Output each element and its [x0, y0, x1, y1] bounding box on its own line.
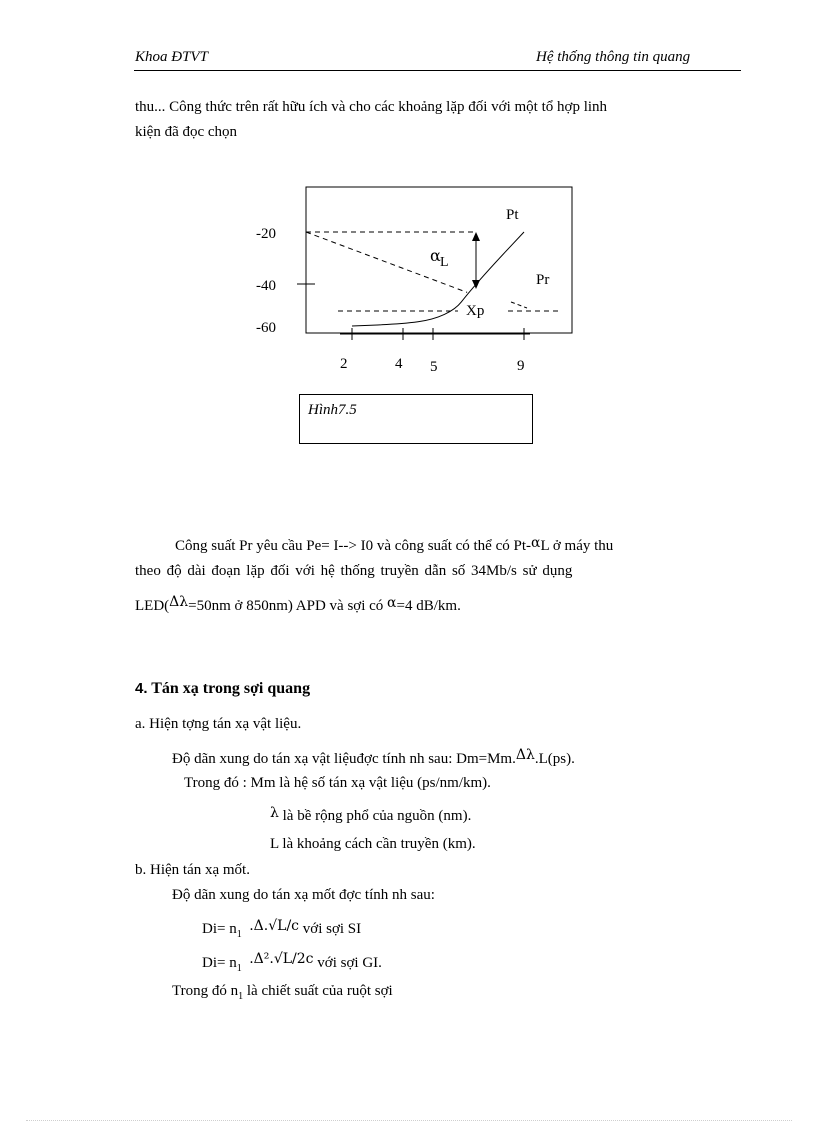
lambda-symbol: λ [270, 805, 279, 821]
item-a-l-def: L là khoảng cách cần truyền (km). [270, 836, 476, 852]
para1-line-1: Công suất Pr yêu cầu Pe= I--> I0 và công suất có thể có Pt-αL ở máy thu [175, 535, 614, 554]
figure-caption: Hình7.5 [308, 402, 357, 418]
item-b-gi-formula: $Di= n_1$ .Δ².√L/2c với sợi GI. [202, 951, 382, 974]
alpha-sub-label: L [440, 255, 449, 270]
item-b-si-formula: $Di= n_1$ .Δ.√L/c với sợi SI [202, 918, 362, 940]
alpha-label: α [430, 246, 441, 265]
alpha-symbol-2: α [387, 595, 397, 611]
pr-floor-dash-diag [511, 302, 527, 308]
item-a-where-mm: Trong đó : Mm là hệ số tán xạ vật liệu (ps/nm/km). [184, 775, 491, 791]
delta-lambda-symbol-2: Δλ [515, 747, 535, 763]
figure-chart [0, 0, 816, 400]
header-left: Khoa ĐTVT [135, 49, 208, 65]
si-expression: .Δ.√L/c [249, 918, 300, 934]
figure-caption-box [299, 394, 533, 444]
item-a-heading: a. Hiện tợng tán xạ vật liệu. [135, 716, 302, 732]
item-b-heading: b. Hiện tán xạ mốt. [135, 862, 250, 878]
section-4-heading: 4. Tán xạ trong sợi quang [135, 680, 311, 697]
item-b-where: Trong đó $n_1$ là chiết suất của ruột sợi [172, 983, 393, 1002]
delta-lambda-symbol: Δλ [169, 594, 189, 610]
item-a-lambda-def: λ là bề rộng phổ của nguồn (nm). [270, 805, 472, 824]
alpha-symbol: α [531, 535, 541, 551]
x-tick-label: 4 [395, 356, 403, 372]
x-tick-label: 9 [517, 358, 525, 374]
pr-label: Pr [536, 272, 550, 288]
para1-line-2: theo độ dài đoạn lặp đối với hệ thống truyền dẫn số 34Mb/s sử dụng [135, 563, 573, 579]
intro-line-2: kiện đã đọc chọn [135, 124, 238, 140]
y-tick-label: -20 [256, 226, 276, 242]
x-tick-label: 2 [340, 356, 348, 372]
intro-line-1: thu... Công thức trên rất hữu ích và cho các khoảng lặp đối với một tổ hợp linh [135, 99, 608, 115]
item-a-formula: Độ dãn xung do tán xạ vật liệuđợc tính nh sau: Dm=Mm.Δλ.L(ps). [172, 747, 575, 767]
pt-label: Pt [506, 207, 519, 223]
y-tick-label: -60 [256, 320, 276, 336]
alpha-arrow-head-up [472, 232, 480, 241]
footer-rule [26, 1120, 792, 1121]
item-b-intro: Độ dãn xung do tán xạ mốt đợc tính nh sau: [172, 887, 435, 903]
xp-label: Xp [466, 303, 485, 319]
header-right: Hệ thống thông tin quang [536, 49, 691, 65]
gi-expression: .Δ².√L/2c [249, 951, 314, 967]
x-tick-label: 5 [430, 359, 438, 375]
y-tick-label: -40 [256, 278, 276, 294]
para1-line-3: LED(Δλ=50nm ở 850nm) APD và sợi có α=4 dB/km. [135, 594, 461, 614]
